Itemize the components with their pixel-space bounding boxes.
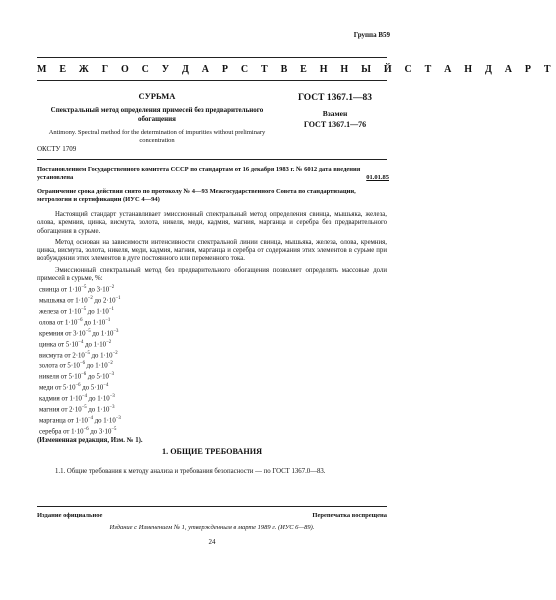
from-value: 5·10: [68, 373, 82, 381]
impurity-element: мышьяка: [39, 297, 66, 305]
paragraph: Эмиссионный спектральный метод без предварительного обогащения позволяет определять массовые доли примесей в сурьме, %:: [37, 266, 387, 283]
to-value: 1·10: [96, 308, 109, 316]
to-exponent: −3: [115, 415, 121, 421]
to-value: 1·10: [100, 330, 114, 338]
to-word: до: [90, 427, 98, 435]
impurity-item: [37, 360, 387, 371]
from-exponent: −5: [84, 350, 90, 356]
to-value: 5·10: [90, 384, 104, 392]
from-exponent: −6: [79, 361, 85, 367]
to-value: 1·10: [100, 351, 113, 359]
to-word: до: [86, 362, 94, 370]
impurity-item: [37, 404, 387, 415]
general-requirements-clause: 1.1. Общие требования к методу анализа и требования безопасности — по ГОСТ 1367.0—83.: [55, 468, 326, 475]
from-word: от: [59, 362, 66, 370]
decree: [37, 166, 387, 182]
from-exponent: −2: [87, 296, 93, 302]
to-exponent: −4: [103, 383, 109, 389]
banner-rule: [37, 80, 387, 81]
to-exponent: −3: [109, 393, 115, 399]
from-word: от: [61, 395, 68, 403]
decree-date: 01.01.85: [366, 174, 389, 181]
document-body: [37, 211, 387, 446]
subtitle-en: Antimony. Spectral method for the determination of impurities without preliminary concentration: [48, 129, 266, 144]
gost-block: [280, 93, 390, 129]
impurity-element: золота: [39, 362, 58, 370]
impurity-item: [37, 426, 387, 437]
impurity-item: [37, 382, 387, 393]
from-word: от: [56, 319, 64, 327]
to-exponent: −3: [113, 328, 119, 334]
group-code: Группа В59: [353, 31, 390, 39]
page-number: 24: [208, 538, 216, 546]
impurity-item: [37, 317, 387, 328]
impurity-item: [37, 371, 387, 382]
from-value: 5·10: [65, 340, 79, 348]
from-exponent: −6: [77, 317, 83, 323]
from-value: 1·10: [68, 308, 81, 316]
to-exponent: −3: [109, 404, 115, 410]
from-exponent: −6: [83, 426, 89, 432]
from-exponent: −6: [75, 383, 81, 389]
decree-text: Постановлением Государственного комитета СССР по стандартам от 16 декабря 1983 г. № 6012 дата введения установлена: [37, 166, 361, 181]
from-value: 2·10: [69, 406, 82, 414]
to-value: 1·10: [97, 395, 110, 403]
top-rule: [37, 57, 387, 58]
to-word: до: [87, 373, 95, 381]
to-value: 1·10: [96, 406, 110, 414]
to-word: до: [88, 406, 96, 414]
reprint-prohibited-label: Перепечатка воспрещена: [312, 512, 387, 519]
to-exponent: −2: [107, 361, 113, 367]
from-value: 1·10: [71, 427, 84, 435]
impurity-element: свинца: [39, 286, 60, 294]
footer-rule: [37, 506, 387, 507]
decree-rule: [37, 159, 387, 160]
product-name: СУРЬМА: [138, 91, 176, 101]
paragraph: Настоящий стандарт устанавливает эмиссионный спектральный метод определения свинца, мышьяка, железа, олова, кремния, цинка, висмута, золота, никеля, меди, кадмия, магния, марганца и серебра без предварительного обогащения в сурьме.: [37, 211, 387, 235]
official-edition-label: Издание официальное: [37, 512, 103, 519]
to-value: 3·10: [98, 427, 112, 435]
to-exponent: −3: [108, 372, 114, 378]
from-value: 5·10: [63, 384, 76, 392]
from-exponent: −5: [85, 328, 91, 334]
from-value: 1·10: [69, 395, 82, 403]
from-word: от: [61, 406, 68, 414]
impurity-element: меди: [39, 384, 54, 392]
to-value: 1·10: [92, 319, 106, 327]
from-value: 1·10: [75, 416, 88, 424]
from-value: 1·10: [64, 319, 78, 327]
to-value: 2·10: [103, 297, 116, 305]
from-word: от: [64, 351, 71, 359]
from-value: 1·10: [75, 297, 88, 305]
impurity-element: железа: [39, 308, 59, 316]
from-exponent: −5: [81, 404, 87, 410]
gost-number: ГОСТ 1367.1—83: [297, 93, 372, 103]
okstu-code: ОКСТУ 1709: [37, 145, 77, 153]
from-word: от: [60, 286, 68, 294]
to-word: до: [94, 416, 102, 424]
impurity-element: магния: [39, 406, 60, 414]
from-word: от: [67, 416, 74, 424]
to-value: 1·10: [93, 340, 107, 348]
replaces-label: Взамен: [322, 109, 348, 118]
impurity-element: серебра: [39, 427, 62, 435]
from-exponent: −6: [81, 372, 87, 378]
to-exponent: −1: [108, 307, 114, 313]
impurity-element: кадмия: [39, 395, 60, 403]
impurity-element: марганца: [39, 416, 66, 424]
title-block: [37, 91, 277, 145]
impurity-list: [37, 284, 387, 436]
from-exponent: −5: [81, 285, 87, 291]
from-exponent: −5: [80, 307, 87, 313]
edited-note: (Измененная редакция, Изм. № 1).: [37, 437, 143, 445]
from-value: 5·10: [67, 362, 80, 370]
from-value: 1·10: [68, 286, 82, 294]
impurity-item: [37, 350, 387, 361]
impurity-item: [37, 393, 387, 404]
to-word: до: [94, 297, 102, 305]
impurity-element: кремния: [39, 330, 64, 338]
restriction-note: Ограничение срока действия снято по протоколу № 4—93 Межгосударственного Совета по стандартизации, метрологии и сертификации (ИУС 4—94): [37, 188, 356, 203]
impurity-element: никеля: [39, 373, 59, 381]
to-exponent: −1: [105, 317, 111, 323]
to-word: до: [88, 395, 96, 403]
to-exponent: −5: [111, 426, 117, 432]
to-value: 3·10: [96, 286, 110, 294]
impurity-item: [37, 284, 387, 295]
from-value: 3·10: [73, 330, 86, 338]
to-exponent: −2: [106, 339, 112, 345]
to-word: до: [85, 340, 92, 348]
to-word: до: [92, 330, 100, 338]
to-value: 1·10: [103, 416, 116, 424]
to-exponent: −2: [112, 350, 118, 356]
from-word: от: [65, 330, 72, 338]
to-word: до: [82, 384, 90, 392]
to-exponent: −2: [109, 285, 115, 291]
from-value: 2·10: [72, 351, 85, 359]
edition-note: Издание с Изменением № 1, утвержденным в марте 1989 г. (ИУС 6—89).: [109, 524, 315, 531]
impurity-item: [37, 339, 387, 350]
from-exponent: −4: [87, 415, 93, 421]
interstate-standard-banner: М Е Ж Г О С У Д А Р С Т В Е Н Н Ы Й С Т А Н Д А Р Т: [37, 64, 556, 75]
replaced-standard: ГОСТ 1367.1—76: [303, 120, 367, 129]
section-title: 1. ОБЩИЕ ТРЕБОВАНИЯ: [162, 447, 262, 456]
subtitle-ru: Спектральный метод определения примесей без предварительного обогащения: [50, 106, 264, 123]
from-word: от: [57, 340, 65, 348]
to-exponent: −1: [115, 296, 121, 302]
impurity-item: [37, 295, 387, 306]
from-exponent: −4: [78, 339, 84, 345]
impurity-item: [37, 306, 387, 317]
to-value: 1·10: [95, 362, 108, 370]
from-word: от: [63, 427, 70, 435]
impurity-item: [37, 415, 387, 426]
to-word: до: [91, 351, 99, 359]
from-word: от: [60, 308, 67, 316]
to-value: 5·10: [96, 373, 109, 381]
impurity-element: олова: [39, 319, 56, 327]
from-word: от: [60, 373, 67, 381]
impurity-element: цинка: [39, 340, 57, 348]
impurity-element: висмута: [39, 351, 63, 359]
from-word: от: [67, 297, 74, 305]
to-word: до: [87, 308, 95, 316]
impurity-item: [37, 328, 387, 339]
from-word: от: [55, 384, 62, 392]
from-exponent: −4: [81, 393, 87, 399]
paragraph: Метод основан на зависимости интенсивности спектральной линии свинца, мышьяка, железа, олова, кремния, цинка, висмута, золота, никеля, меди, кадмия, магния, марганца и серебра от содержания этих элементов в сурьме при возбуждении этих элементов в дуге постоянного или переменного тока.: [37, 238, 387, 263]
to-word: до: [84, 319, 92, 327]
to-word: до: [88, 286, 95, 294]
